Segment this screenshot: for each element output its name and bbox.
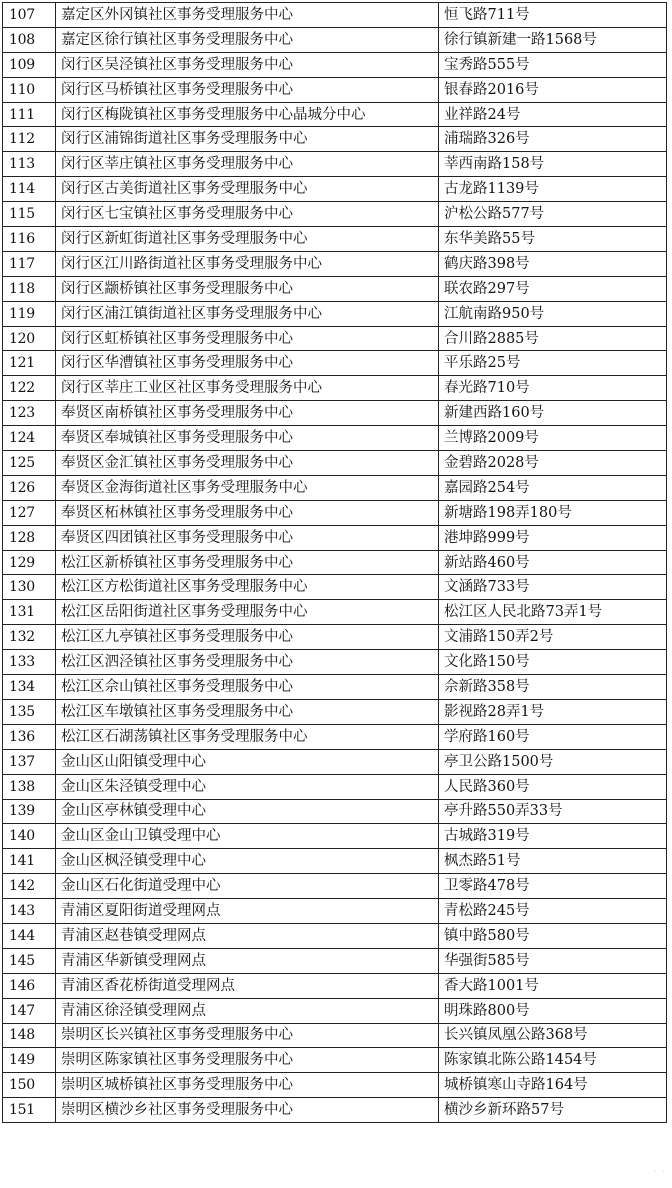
row-number-cell: 113 <box>3 152 56 177</box>
address-cell: 鹤庆路398号 <box>439 251 667 276</box>
center-name-cell: 青浦区徐泾镇受理网点 <box>56 998 439 1023</box>
row-number-cell: 114 <box>3 177 56 202</box>
center-name-cell: 闵行区莘庄镇社区事务受理服务中心 <box>56 152 439 177</box>
center-name-cell: 闵行区梅陇镇社区事务受理服务中心晶城分中心 <box>56 102 439 127</box>
center-name-cell: 奉贤区南桥镇社区事务受理服务中心 <box>56 401 439 426</box>
center-name-cell: 松江区岳阳街道社区事务受理服务中心 <box>56 600 439 625</box>
table-row <box>3 948 667 973</box>
address-cell: 联农路297号 <box>439 276 667 301</box>
center-name-cell: 闵行区浦锦街道社区事务受理服务中心 <box>56 127 439 152</box>
address-cell: 金碧路2028号 <box>439 451 667 476</box>
row-number-cell: 127 <box>3 500 56 525</box>
table-row <box>3 475 667 500</box>
address-cell: 松江区人民北路73弄1号 <box>439 600 667 625</box>
row-number-cell: 135 <box>3 699 56 724</box>
table-row <box>3 27 667 52</box>
center-name-cell: 松江区车墩镇社区事务受理服务中心 <box>56 699 439 724</box>
center-name-cell: 金山区亭林镇受理中心 <box>56 799 439 824</box>
center-name-cell: 闵行区吴泾镇社区事务受理服务中心 <box>56 52 439 77</box>
table-row <box>3 849 667 874</box>
address-cell: 港坤路999号 <box>439 525 667 550</box>
row-number-cell: 139 <box>3 799 56 824</box>
center-name-cell: 闵行区新虹街道社区事务受理服务中心 <box>56 227 439 252</box>
address-cell: 东华美路55号 <box>439 227 667 252</box>
table-row <box>3 77 667 102</box>
table-row <box>3 276 667 301</box>
row-number-cell: 129 <box>3 550 56 575</box>
address-cell: 莘西南路158号 <box>439 152 667 177</box>
center-name-cell: 金山区枫泾镇受理中心 <box>56 849 439 874</box>
address-cell: 新站路460号 <box>439 550 667 575</box>
row-number-cell: 133 <box>3 650 56 675</box>
table-row <box>3 1048 667 1073</box>
service-center-listing <box>2 2 666 1123</box>
center-name-cell: 嘉定区徐行镇社区事务受理服务中心 <box>56 27 439 52</box>
row-number-cell: 145 <box>3 948 56 973</box>
service-center-table <box>2 2 667 1123</box>
table-row <box>3 749 667 774</box>
row-number-cell: 121 <box>3 351 56 376</box>
center-name-cell: 闵行区古美街道社区事务受理服务中心 <box>56 177 439 202</box>
center-name-cell: 闵行区颛桥镇社区事务受理服务中心 <box>56 276 439 301</box>
center-name-cell: 金山区石化街道受理中心 <box>56 874 439 899</box>
table-row <box>3 451 667 476</box>
table-row <box>3 426 667 451</box>
row-number-cell: 109 <box>3 52 56 77</box>
center-name-cell: 崇明区长兴镇社区事务受理服务中心 <box>56 1023 439 1048</box>
address-cell: 镇中路580号 <box>439 923 667 948</box>
row-number-cell: 132 <box>3 625 56 650</box>
center-name-cell: 闵行区莘庄工业区社区事务受理服务中心 <box>56 376 439 401</box>
row-number-cell: 125 <box>3 451 56 476</box>
address-cell: 城桥镇寒山寺路164号 <box>439 1073 667 1098</box>
row-number-cell: 126 <box>3 475 56 500</box>
row-number-cell: 136 <box>3 724 56 749</box>
address-cell: 沪松公路577号 <box>439 202 667 227</box>
center-name-cell: 奉贤区四团镇社区事务受理服务中心 <box>56 525 439 550</box>
row-number-cell: 124 <box>3 426 56 451</box>
address-cell: 学府路160号 <box>439 724 667 749</box>
center-name-cell: 闵行区七宝镇社区事务受理服务中心 <box>56 202 439 227</box>
table-row <box>3 650 667 675</box>
table-body <box>3 3 667 1123</box>
row-number-cell: 117 <box>3 251 56 276</box>
address-cell: 浦瑞路326号 <box>439 127 667 152</box>
address-cell: 横沙乡新环路57号 <box>439 1098 667 1123</box>
row-number-cell: 120 <box>3 326 56 351</box>
row-number-cell: 140 <box>3 824 56 849</box>
center-name-cell: 金山区金山卫镇受理中心 <box>56 824 439 849</box>
address-cell: 合川路2885号 <box>439 326 667 351</box>
address-cell: 青松路245号 <box>439 899 667 924</box>
row-number-cell: 122 <box>3 376 56 401</box>
row-number-cell: 147 <box>3 998 56 1023</box>
table-row <box>3 251 667 276</box>
address-cell: 明珠路800号 <box>439 998 667 1023</box>
table-row <box>3 625 667 650</box>
address-cell: 亭升路550弄33号 <box>439 799 667 824</box>
table-row <box>3 1023 667 1048</box>
center-name-cell: 松江区石湖荡镇社区事务受理服务中心 <box>56 724 439 749</box>
table-row <box>3 998 667 1023</box>
table-row <box>3 774 667 799</box>
center-name-cell: 嘉定区外冈镇社区事务受理服务中心 <box>56 3 439 28</box>
center-name-cell: 奉贤区金汇镇社区事务受理服务中心 <box>56 451 439 476</box>
row-number-cell: 138 <box>3 774 56 799</box>
address-cell: 陈家镇北陈公路1454号 <box>439 1048 667 1073</box>
center-name-cell: 奉贤区金海街道社区事务受理服务中心 <box>56 475 439 500</box>
center-name-cell: 青浦区华新镇受理网点 <box>56 948 439 973</box>
table-row <box>3 600 667 625</box>
address-cell: 平乐路25号 <box>439 351 667 376</box>
center-name-cell: 松江区佘山镇社区事务受理服务中心 <box>56 675 439 700</box>
table-row <box>3 675 667 700</box>
address-cell: 文化路150号 <box>439 650 667 675</box>
address-cell: 影视路28弄1号 <box>439 699 667 724</box>
row-number-cell: 146 <box>3 973 56 998</box>
address-cell: 古城路319号 <box>439 824 667 849</box>
center-name-cell: 闵行区华漕镇社区事务受理服务中心 <box>56 351 439 376</box>
center-name-cell: 金山区朱泾镇受理中心 <box>56 774 439 799</box>
address-cell: 业祥路24号 <box>439 102 667 127</box>
row-number-cell: 128 <box>3 525 56 550</box>
address-cell: 银春路2016号 <box>439 77 667 102</box>
table-row <box>3 923 667 948</box>
address-cell: 古龙路1139号 <box>439 177 667 202</box>
table-row <box>3 401 667 426</box>
row-number-cell: 107 <box>3 3 56 28</box>
row-number-cell: 144 <box>3 923 56 948</box>
center-name-cell: 奉贤区柘林镇社区事务受理服务中心 <box>56 500 439 525</box>
center-name-cell: 松江区新桥镇社区事务受理服务中心 <box>56 550 439 575</box>
row-number-cell: 110 <box>3 77 56 102</box>
address-cell: 文涵路733号 <box>439 575 667 600</box>
table-row <box>3 1073 667 1098</box>
table-row <box>3 301 667 326</box>
address-cell: 华强街585号 <box>439 948 667 973</box>
address-cell: 宝秀路555号 <box>439 52 667 77</box>
row-number-cell: 116 <box>3 227 56 252</box>
table-row <box>3 899 667 924</box>
row-number-cell: 111 <box>3 102 56 127</box>
table-row <box>3 127 667 152</box>
table-row <box>3 376 667 401</box>
row-number-cell: 141 <box>3 849 56 874</box>
row-number-cell: 142 <box>3 874 56 899</box>
row-number-cell: 134 <box>3 675 56 700</box>
table-row <box>3 152 667 177</box>
table-row <box>3 351 667 376</box>
address-cell: 徐行镇新建一路1568号 <box>439 27 667 52</box>
center-name-cell: 崇明区城桥镇社区事务受理服务中心 <box>56 1073 439 1098</box>
table-row <box>3 799 667 824</box>
center-name-cell: 闵行区马桥镇社区事务受理服务中心 <box>56 77 439 102</box>
row-number-cell: 131 <box>3 600 56 625</box>
center-name-cell: 崇明区陈家镇社区事务受理服务中心 <box>56 1048 439 1073</box>
address-cell: 枫杰路51号 <box>439 849 667 874</box>
row-number-cell: 130 <box>3 575 56 600</box>
center-name-cell: 松江区泗泾镇社区事务受理服务中心 <box>56 650 439 675</box>
table-row <box>3 52 667 77</box>
address-cell: 嘉园路254号 <box>439 475 667 500</box>
table-row <box>3 824 667 849</box>
table-row <box>3 874 667 899</box>
center-name-cell: 崇明区横沙乡社区事务受理服务中心 <box>56 1098 439 1123</box>
row-number-cell: 118 <box>3 276 56 301</box>
table-row <box>3 500 667 525</box>
center-name-cell: 松江区九亭镇社区事务受理服务中心 <box>56 625 439 650</box>
table-row <box>3 202 667 227</box>
watermark-mark: · · <box>653 1167 666 1178</box>
center-name-cell: 金山区山阳镇受理中心 <box>56 749 439 774</box>
row-number-cell: 148 <box>3 1023 56 1048</box>
table-row <box>3 550 667 575</box>
table-row <box>3 326 667 351</box>
address-cell: 恒飞路711号 <box>439 3 667 28</box>
address-cell: 亭卫公路1500号 <box>439 749 667 774</box>
address-cell: 文浦路150弄2号 <box>439 625 667 650</box>
table-row <box>3 3 667 28</box>
center-name-cell: 松江区方松街道社区事务受理服务中心 <box>56 575 439 600</box>
address-cell: 兰博路2009号 <box>439 426 667 451</box>
table-row <box>3 227 667 252</box>
center-name-cell: 闵行区江川路街道社区事务受理服务中心 <box>56 251 439 276</box>
table-row <box>3 102 667 127</box>
row-number-cell: 108 <box>3 27 56 52</box>
center-name-cell: 闵行区虹桥镇社区事务受理服务中心 <box>56 326 439 351</box>
center-name-cell: 青浦区夏阳街道受理网点 <box>56 899 439 924</box>
row-number-cell: 119 <box>3 301 56 326</box>
address-cell: 长兴镇凤凰公路368号 <box>439 1023 667 1048</box>
center-name-cell: 闵行区浦江镇街道社区事务受理服务中心 <box>56 301 439 326</box>
row-number-cell: 123 <box>3 401 56 426</box>
row-number-cell: 115 <box>3 202 56 227</box>
table-row <box>3 699 667 724</box>
row-number-cell: 143 <box>3 899 56 924</box>
center-name-cell: 奉贤区奉城镇社区事务受理服务中心 <box>56 426 439 451</box>
address-cell: 春光路710号 <box>439 376 667 401</box>
address-cell: 新建西路160号 <box>439 401 667 426</box>
address-cell: 佘新路358号 <box>439 675 667 700</box>
address-cell: 人民路360号 <box>439 774 667 799</box>
center-name-cell: 青浦区香花桥街道受理网点 <box>56 973 439 998</box>
row-number-cell: 150 <box>3 1073 56 1098</box>
row-number-cell: 112 <box>3 127 56 152</box>
row-number-cell: 151 <box>3 1098 56 1123</box>
table-row <box>3 575 667 600</box>
address-cell: 卫零路478号 <box>439 874 667 899</box>
address-cell: 香大路1001号 <box>439 973 667 998</box>
table-row <box>3 177 667 202</box>
table-row <box>3 525 667 550</box>
table-row <box>3 973 667 998</box>
row-number-cell: 149 <box>3 1048 56 1073</box>
address-cell: 江航南路950号 <box>439 301 667 326</box>
table-row <box>3 1098 667 1123</box>
address-cell: 新塘路198弄180号 <box>439 500 667 525</box>
table-row <box>3 724 667 749</box>
center-name-cell: 青浦区赵巷镇受理网点 <box>56 923 439 948</box>
row-number-cell: 137 <box>3 749 56 774</box>
